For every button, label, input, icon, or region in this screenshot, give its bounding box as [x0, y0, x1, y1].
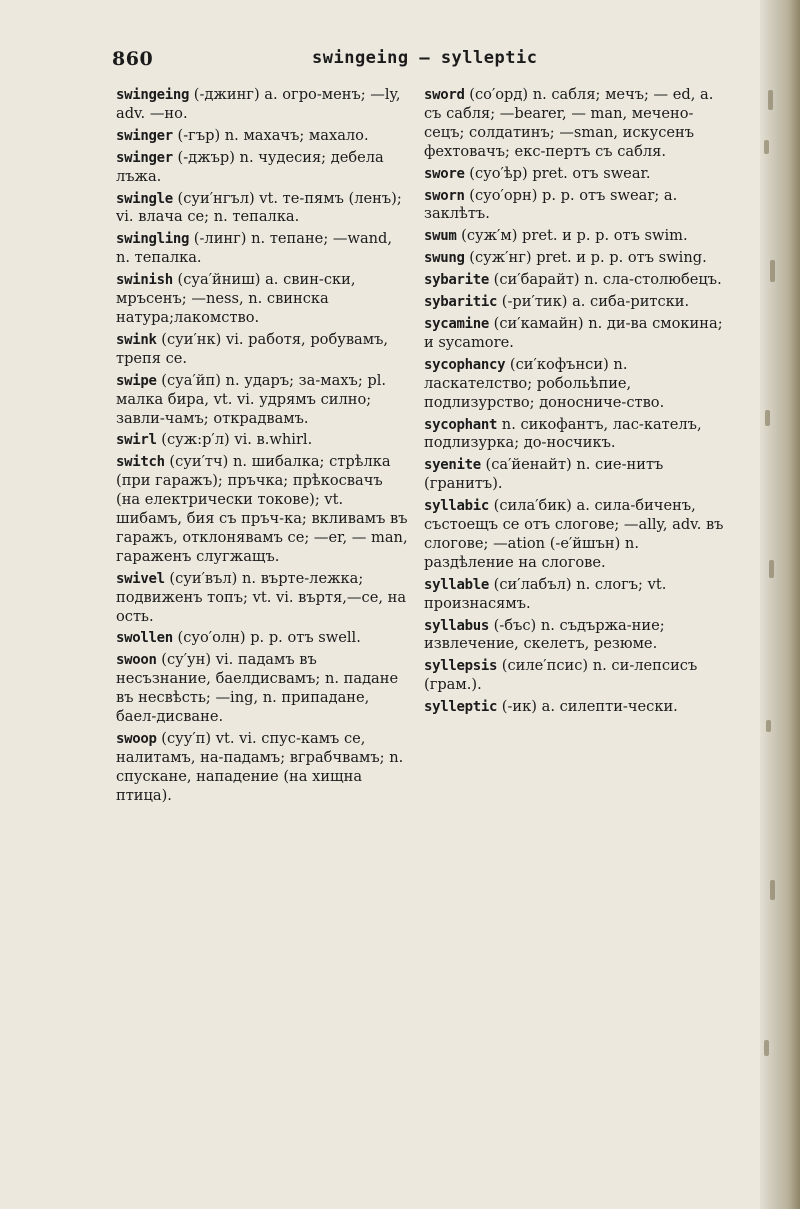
dictionary-entry: [424, 187, 724, 225]
entry-definition: (суо′ѣр) pret. отъ swear.: [464, 164, 651, 182]
entry-definition: (си′лабъл) n. слогъ; vt. произнасямъ.: [424, 575, 667, 612]
entry-definition: (са′йенайт) n. сие-нитъ (гранитъ).: [424, 456, 664, 493]
dictionary-entry: [424, 165, 724, 184]
entry-headword: swinish: [116, 272, 173, 289]
dictionary-entry: [424, 657, 724, 695]
entry-definition: (-бъс) n. съдържа-ние; извлечение, скелетъ, резюме.: [424, 616, 665, 653]
entry-definition: (суи′въл) n. въртe-лежка; подвиженъ топъ; vt. vi. въртя,—се, на ость.: [116, 569, 407, 625]
entry-definition: (силе′псис) n. си-лепсисъ (грам.).: [424, 657, 698, 694]
dictionary-entry: [424, 698, 724, 717]
dictionary-entry: [116, 453, 408, 566]
entry-definition: (сила′бик) a. сила-биченъ, състоещъ се отъ слогове; —ally, adv. въ слогове; —ation (-е′йшън) n. раздѣление на слогове.: [424, 497, 724, 571]
entry-headword: swingle: [116, 190, 173, 207]
entry-definition: (суо′орн) p. p. отъ swear; a. заклѣтъ.: [424, 186, 678, 223]
dictionary-entry: [116, 190, 408, 228]
entry-headword: sybarite: [424, 272, 490, 289]
dictionary-entry: [424, 617, 724, 655]
entry-definition: (суи′тч) n. шибалка; стрѣлка (при гаражъ); пръчка; прѣкосвачъ (на електрически токове); vt. шибамъ, бия съ пръч-ка; вкливамъ въ гаражъ, отклонявамъ се; —er, — man, гараженъ слугжащъ.: [116, 453, 408, 565]
entry-headword: swinger: [116, 149, 173, 166]
dictionary-entry: [116, 331, 408, 369]
entry-headword: syllabic: [424, 498, 490, 515]
entry-headword: syllable: [424, 576, 490, 593]
entry-headword: swum: [424, 228, 457, 245]
dictionary-entry: [424, 293, 724, 312]
entry-definition: (суи′нгъл) vt. те-пямъ (ленъ); vi. влача се; n. тепалка.: [116, 189, 402, 226]
dictionary-entry: [424, 356, 724, 413]
entry-definition: (суу′п) vt. vi. спус-камъ се, налитамъ, на-падамъ; вграбчвамъ; n. спускане, нападение (на хищна птица).: [116, 730, 404, 804]
dictionary-entry: [116, 730, 408, 806]
dictionary-entry: [116, 372, 408, 429]
entry-definition: n. сикофантъ, лас-кателъ, подлизурка; до-носчикъ.: [424, 415, 702, 452]
dictionary-entry: [116, 86, 408, 124]
entry-definition: (си′барайт) n. сла-столюбецъ.: [489, 271, 722, 289]
entry-headword: sybaritic: [424, 294, 498, 311]
entry-definition: (-ри′тик) a. сиба-ритски.: [497, 293, 690, 311]
dictionary-entry: [116, 629, 408, 648]
entry-headword: swoon: [116, 652, 157, 669]
page-header: [112, 42, 724, 76]
dictionary-entry: [116, 431, 408, 450]
entry-headword: swingling: [116, 231, 190, 248]
dictionary-entry: [116, 570, 408, 627]
book-binding-edge: [760, 0, 800, 1209]
entry-headword: syenite: [424, 457, 481, 474]
entry-definition: (су′ун) vi. падамъ въ несъзнание, баелдисвамъ; n. падане въ несвѣсть; —ing, n. припадане, баел-дисване.: [116, 651, 399, 726]
left-column: [116, 86, 408, 809]
dictionary-entry: [116, 651, 408, 727]
entry-definition: (-джър) n. чудесия; дебела лъжа.: [116, 148, 384, 185]
entry-definition: (суж:р′л) vi. в.whirl.: [156, 431, 313, 449]
entry-headword: syllabus: [424, 617, 490, 634]
entry-definition: (суо′олн) p. p. отъ swell.: [172, 629, 361, 647]
dictionary-entry: [424, 86, 724, 162]
entry-headword: sycophant: [424, 416, 498, 433]
entry-definition: (си′камайн) n. ди-ва смокина; и sycamore.: [424, 314, 723, 351]
entry-definition: (-линг) n. тепане; —wand, n. тепалка.: [116, 230, 393, 267]
right-column: [424, 86, 724, 720]
entry-headword: sworn: [424, 187, 465, 204]
entry-headword: swink: [116, 331, 157, 348]
entry-headword: swingeing: [116, 87, 190, 103]
entry-headword: swoop: [116, 731, 157, 747]
dictionary-entry: [424, 227, 724, 246]
dictionary-entry: [424, 315, 724, 353]
dictionary-entry: [424, 456, 724, 494]
entry-definition: (суи′нк) vi. работя, робувамъ, трепя се.: [116, 330, 389, 367]
entry-definition: (-джинг) a. огро-менъ; —ly, adv. —но.: [116, 86, 401, 122]
dictionary-entry: [116, 271, 408, 328]
entry-headword: switch: [116, 454, 165, 471]
entry-definition: (суж′нг) pret. и p. p. отъ swing.: [464, 249, 707, 267]
running-head: swingeing — sylleptic: [312, 48, 538, 68]
entry-definition: (суа′йниш) a. свин-ски, мръсенъ; —ness, n. свинска натура;лакомство.: [116, 271, 356, 326]
dictionary-entry: [116, 230, 408, 268]
dictionary-entry: [424, 271, 724, 290]
entry-definition: (си′кофънси) n. ласкателство; робольѣпие, подлизурство; доносниче-ство.: [424, 355, 665, 411]
entry-headword: swinger: [116, 127, 173, 144]
entry-definition: (суж′м) pret. и p. p. отъ swim.: [456, 227, 688, 245]
dictionary-entry: [424, 416, 724, 454]
entry-headword: swollen: [116, 630, 173, 647]
entry-headword: sylleptic: [424, 699, 498, 716]
entry-headword: sycophancy: [424, 356, 506, 373]
entry-headword: sword: [424, 87, 465, 103]
entry-headword: swivel: [116, 570, 165, 587]
dictionary-entry: [116, 149, 408, 187]
entry-headword: swore: [424, 165, 465, 182]
entry-headword: syllepsis: [424, 658, 498, 675]
entry-definition: (-ик) a. силепти-чески.: [497, 698, 678, 716]
entry-definition: (суа′йп) n. ударъ; за-махъ; pl. малка бира, vt. vi. удрямъ силно; завли-чамъ; открадвамъ.: [116, 371, 387, 427]
page-number: 860: [112, 48, 154, 70]
entry-headword: swirl: [116, 432, 157, 449]
entry-definition: (-гър) n. махачъ; махало.: [172, 126, 369, 144]
dictionary-entry: [424, 576, 724, 614]
dictionary-entry: [424, 497, 724, 573]
entry-headword: swipe: [116, 372, 157, 389]
dictionary-entry: [116, 127, 408, 146]
dictionary-entry: [424, 249, 724, 268]
entry-definition: (со′орд) n. сабля; мечъ; — ed, a. съ сабля; —bearer, — man, мечено-сецъ; солдатинъ; —sman, искусенъ фехтовачъ; екс-пертъ съ сабля.: [424, 86, 714, 160]
entry-headword: sycamine: [424, 315, 490, 332]
entry-headword: swung: [424, 250, 465, 267]
